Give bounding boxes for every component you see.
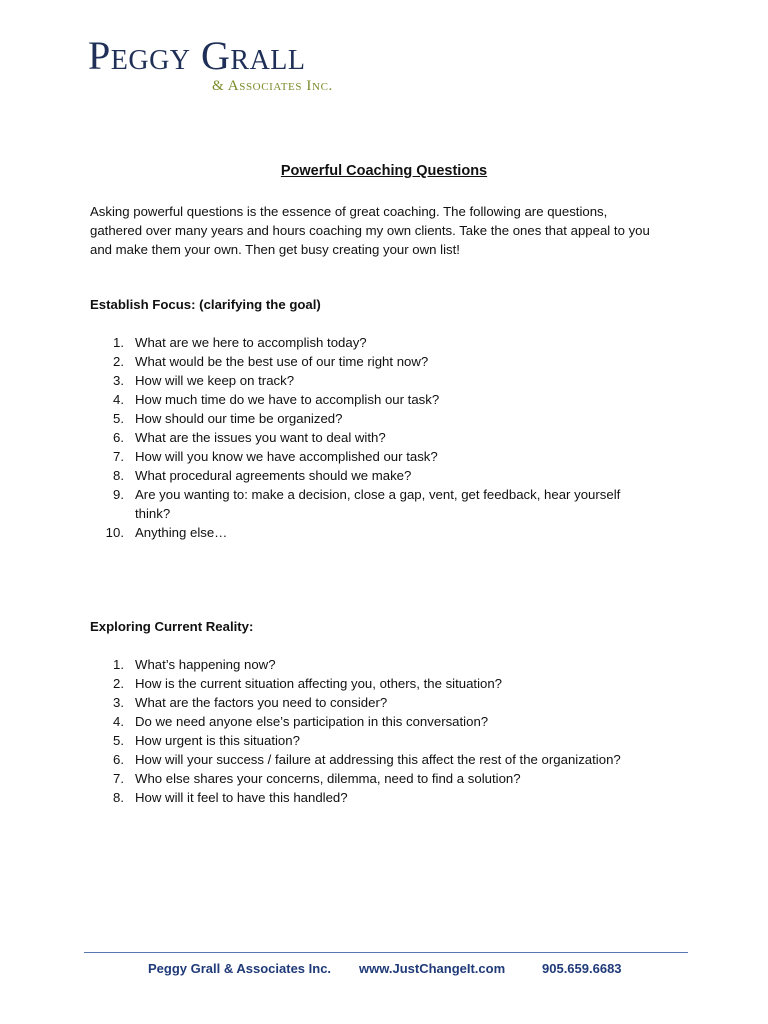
list-item — [90, 447, 690, 466]
list-item — [90, 485, 690, 504]
footer-website: www.JustChangeIt.com — [359, 961, 506, 976]
footer-company: Peggy Grall & Associates Inc. — [148, 961, 332, 976]
question-list-current-reality — [90, 655, 690, 807]
document-title: Powerful Coaching Questions — [280, 163, 488, 179]
list-item — [90, 693, 690, 712]
item-text: Are you wanting to: make a decision, close a gap, vent, get feedback, hear yourself — [135, 487, 621, 502]
list-item — [90, 788, 690, 807]
intro-paragraph — [90, 202, 690, 259]
item-number: 8. — [113, 790, 124, 805]
intro-line: gathered over many years and hours coaching my own clients. Take the ones that appeal to you — [90, 223, 650, 238]
list-item — [90, 523, 690, 542]
item-number: 7. — [113, 771, 124, 786]
section-heading-establish-focus: Establish Focus: (clarifying the goal) — [90, 297, 321, 312]
item-number: 2. — [113, 354, 124, 369]
item-text: What are the issues you want to deal with? — [135, 430, 386, 445]
item-number: 3. — [113, 695, 124, 710]
item-text: Do we need anyone else’s participation in this conversation? — [135, 714, 489, 729]
item-text: How will you know we have accomplished our task? — [135, 449, 438, 464]
list-item — [90, 352, 690, 371]
list-item — [90, 390, 690, 409]
item-text: How urgent is this situation? — [135, 733, 300, 748]
list-item — [90, 428, 690, 447]
list-item — [90, 409, 690, 428]
list-item-continuation — [90, 504, 690, 523]
intro-line: and make them your own. Then get busy creating your own list! — [90, 242, 460, 257]
intro-line: Asking powerful questions is the essence of great coaching. The following are questions, — [90, 204, 608, 219]
footer-divider — [84, 952, 688, 953]
item-number: 1. — [113, 335, 124, 350]
item-text: What are we here to accomplish today? — [135, 335, 367, 350]
list-item — [90, 769, 690, 788]
item-number: 8. — [113, 468, 124, 483]
list-item — [90, 655, 690, 674]
item-text: What are the factors you need to consider? — [135, 695, 388, 710]
item-number: 4. — [113, 392, 124, 407]
item-number: 5. — [113, 733, 124, 748]
question-list-establish-focus — [90, 333, 690, 542]
item-text: Who else shares your concerns, dilemma, need to find a solution? — [135, 771, 521, 786]
list-item — [90, 712, 690, 731]
item-text: How much time do we have to accomplish our task? — [135, 392, 440, 407]
list-item — [90, 333, 690, 352]
item-number: 1. — [113, 657, 124, 672]
item-number: 2. — [113, 676, 124, 691]
item-text: think? — [135, 506, 171, 521]
section-heading-current-reality: Exploring Current Reality: — [90, 619, 254, 634]
item-text: What procedural agreements should we make? — [135, 468, 412, 483]
item-text: Anything else… — [135, 525, 228, 540]
item-text: What would be the best use of our time right now? — [135, 354, 429, 369]
item-number: 6. — [113, 430, 124, 445]
company-logo — [88, 33, 388, 94]
list-item — [90, 371, 690, 390]
list-item — [90, 731, 690, 750]
item-text: How will we keep on track? — [135, 373, 295, 388]
item-text: How should our time be organized? — [135, 411, 343, 426]
item-number: 5. — [113, 411, 124, 426]
list-item — [90, 750, 690, 769]
item-text: How will it feel to have this handled? — [135, 790, 348, 805]
item-number: 6. — [113, 752, 124, 767]
item-text: What’s happening now? — [135, 657, 276, 672]
item-text: How will your success / failure at addressing this affect the rest of the organization? — [135, 752, 621, 767]
item-text: How is the current situation affecting you, others, the situation? — [135, 676, 503, 691]
item-number: 4. — [113, 714, 124, 729]
logo-main-text: Peggy Grall — [88, 33, 306, 78]
list-item — [90, 466, 690, 485]
item-number: 9. — [113, 487, 124, 502]
item-number: 10. — [105, 525, 124, 540]
item-number: 3. — [113, 373, 124, 388]
list-item — [90, 674, 690, 693]
item-number: 7. — [113, 449, 124, 464]
logo-sub-text: & Associates Inc. — [212, 78, 333, 94]
footer-phone: 905.659.6683 — [542, 961, 622, 976]
